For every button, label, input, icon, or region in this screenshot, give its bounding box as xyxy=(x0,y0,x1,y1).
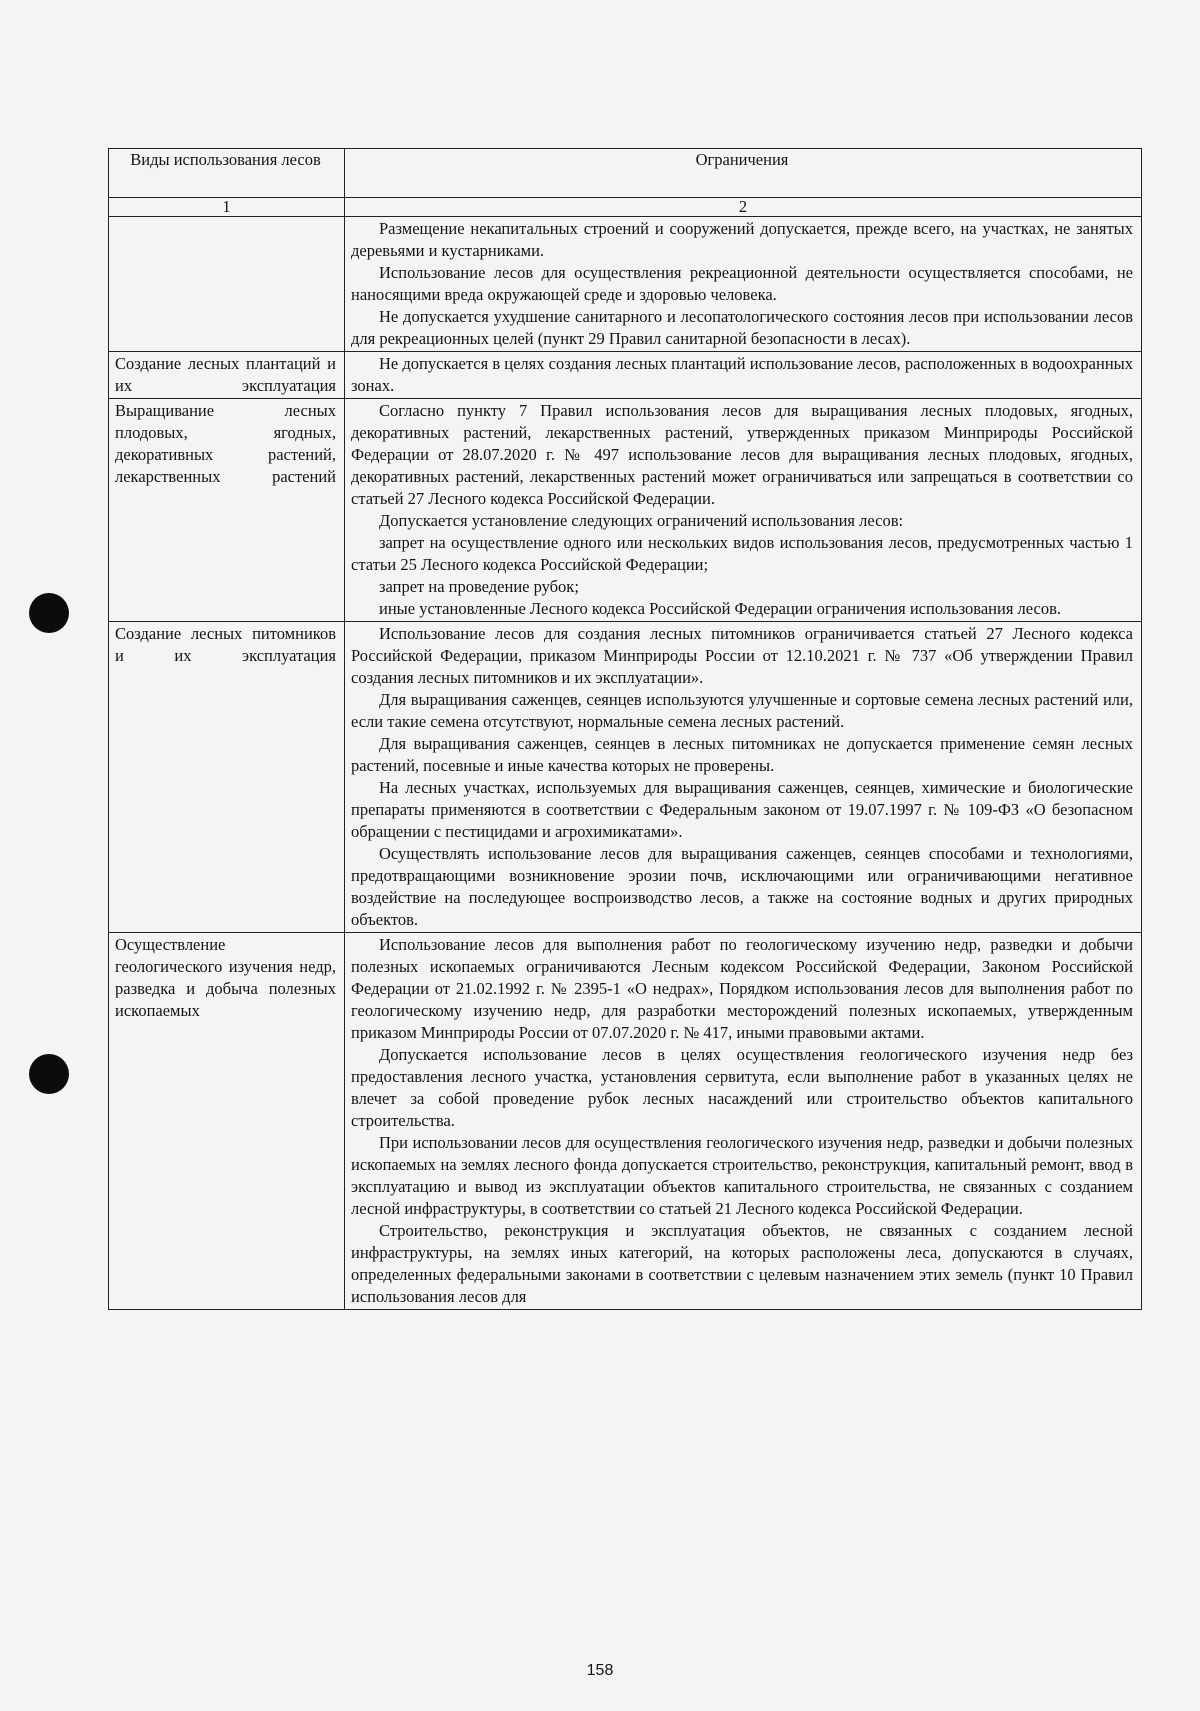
table-row xyxy=(109,217,1142,352)
restriction-paragraph: Использование лесов для выполнения работ по геологическому изучению недр, разведки и добычи полезных ископаемых ограничиваются Лесным кодексом Российской Федерации, Законом Российской Федерации от 21.02.1992 г. № 2395-1 «О недрах», Порядком использования лесов для выполнения работ по геологическому изучению недр, для разработки месторождений полезных ископаемых, утвержденным приказом Минприроды России от 07.07.2020 г. № 417, иными правовыми актами. xyxy=(351,935,1133,1042)
restrictions-cell xyxy=(345,399,1142,622)
forest-use-cell xyxy=(109,217,345,352)
restriction-paragraph: Допускается использование лесов в целях осуществления геологического изучения недр без предоставления лесного участка, установления сервитута, если выполнение работ в указанных целях не влечет за собой проведение рубок лесных насаждений или строительство объектов капитального строительства. xyxy=(351,1045,1133,1130)
restriction-paragraph: Размещение некапитальных строений и сооружений допускается, прежде всего, на участках, не занятых деревьями и кустарниками. xyxy=(351,219,1133,260)
restrictions-cell xyxy=(345,622,1142,933)
restriction-paragraph: Допускается установление следующих ограничений использования лесов: xyxy=(379,511,904,530)
page-number: 158 xyxy=(586,1662,614,1679)
restriction-paragraph: иные установленные Лесного кодекса Российской Федерации ограничения использования лесов. xyxy=(379,599,1062,618)
table-row xyxy=(109,399,1142,622)
restriction-paragraph: запрет на осуществление одного или нескольких видов использования лесов, предусмотренных частью 1 статьи 25 Лесного кодекса Российской Федерации; xyxy=(351,533,1133,574)
table-header-row xyxy=(109,149,1142,198)
restriction-paragraph: Согласно пункту 7 Правил использования лесов для выращивания лесных плодовых, ягодных, декоративных растений, лекарственных растений, утвержденных приказом Минприроды Российской Федерации от 28.07.2020 г. № 497 использование лесов для выращивания лесных плодовых, ягодных, декоративных растений, лекарственных растений может ограничиваться или запрещаться в соответствии со статьей 27 Лесного кодекса Российской Федерации. xyxy=(351,401,1133,508)
restriction-paragraph: Осуществлять использование лесов для выращивания саженцев, сеянцев способами и технологиями, предотвращающими возникновение эрозии почв, исключающими или ограничивающими негативное воздействие на последующее воспроизводство лесов, а также на состояние водных и других природных объектов. xyxy=(351,844,1133,929)
table-row xyxy=(109,352,1142,399)
table-row xyxy=(109,622,1142,933)
restrictions-table xyxy=(108,148,1142,1310)
restriction-paragraph: Не допускается в целях создания лесных плантаций использование лесов, расположенных в водоохранных зонах. xyxy=(351,354,1133,395)
restriction-paragraph: запрет на проведение рубок; xyxy=(379,577,579,596)
restriction-paragraph: При использовании лесов для осуществления геологического изучения недр, разведки и добычи полезных ископаемых на землях лесного фонда допускается строительство, реконструкция, капитальный ремонт, ввод в эксплуатацию и вывод из эксплуатации объектов капитального строительства, не связанных с созданием лесной инфраструктуры, в соответствии со статьей 21 Лесного кодекса Российской Федерации. xyxy=(351,1133,1133,1218)
header-forest-use-types: Виды использования лесов xyxy=(109,149,345,198)
restrictions-cell xyxy=(345,217,1142,352)
column-number-1: 1 xyxy=(109,198,345,217)
forest-use-cell: Создание лесных питомников и их эксплуатация xyxy=(109,622,345,933)
table-row xyxy=(109,933,1142,1310)
forest-use-cell: Создание лесных плантаций и их эксплуатация xyxy=(109,352,345,399)
restriction-paragraph: Использование лесов для создания лесных питомников ограничивается статьей 27 Лесного кодекса Российской Федерации, приказом Минприроды России от 12.10.2021 г. № 737 «Об утверждении Правил создания лесных питомников и их эксплуатации». xyxy=(351,624,1133,687)
table-number-row xyxy=(109,198,1142,217)
restriction-paragraph: Использование лесов для осуществления рекреационной деятельности осуществляется способами, не наносящими вреда окружающей среде и здоровью человека. xyxy=(351,263,1133,304)
restrictions-cell xyxy=(345,352,1142,399)
restriction-paragraph: Для выращивания саженцев, сеянцев используются улучшенные и сортовые семена лесных растений или, если такие семена отсутствуют, нормальные семена лесных растений. xyxy=(351,690,1133,731)
header-restrictions: Ограничения xyxy=(345,149,1142,198)
restriction-paragraph: Не допускается ухудшение санитарного и лесопатологического состояния лесов при использовании лесов для рекреационных целей (пункт 29 Правил санитарной безопасности в лесах). xyxy=(351,307,1133,348)
binder-hole xyxy=(29,1054,69,1094)
binder-hole xyxy=(29,593,69,633)
forest-use-cell: Осуществление геологического изучения недр, разведка и добыча полезных ископаемых xyxy=(109,933,345,1310)
forest-use-cell: Выращивание лесных плодовых, ягодных, декоративных растений, лекарственных растений xyxy=(109,399,345,622)
restriction-paragraph: На лесных участках, используемых для выращивания саженцев, сеянцев, химические и биологические препараты применяются в соответствии с Федеральным законом от 19.07.1997 г. № 109-ФЗ «О безопасном обращении с пестицидами и агрохимикатами». xyxy=(351,778,1133,841)
column-number-2: 2 xyxy=(345,198,1142,217)
restrictions-cell xyxy=(345,933,1142,1310)
restriction-paragraph: Строительство, реконструкция и эксплуатация объектов, не связанных с созданием лесной инфраструктуры, на землях иных категорий, на которых расположены леса, допускаются в случаях, определенных федеральными законами в соответствии с целевым назначением этих земель (пункт 10 Правил использования лесов для xyxy=(351,1221,1133,1306)
restriction-paragraph: Для выращивания саженцев, сеянцев в лесных питомниках не допускается применение семян лесных растений, посевные и иные качества которых не проверены. xyxy=(351,734,1133,775)
